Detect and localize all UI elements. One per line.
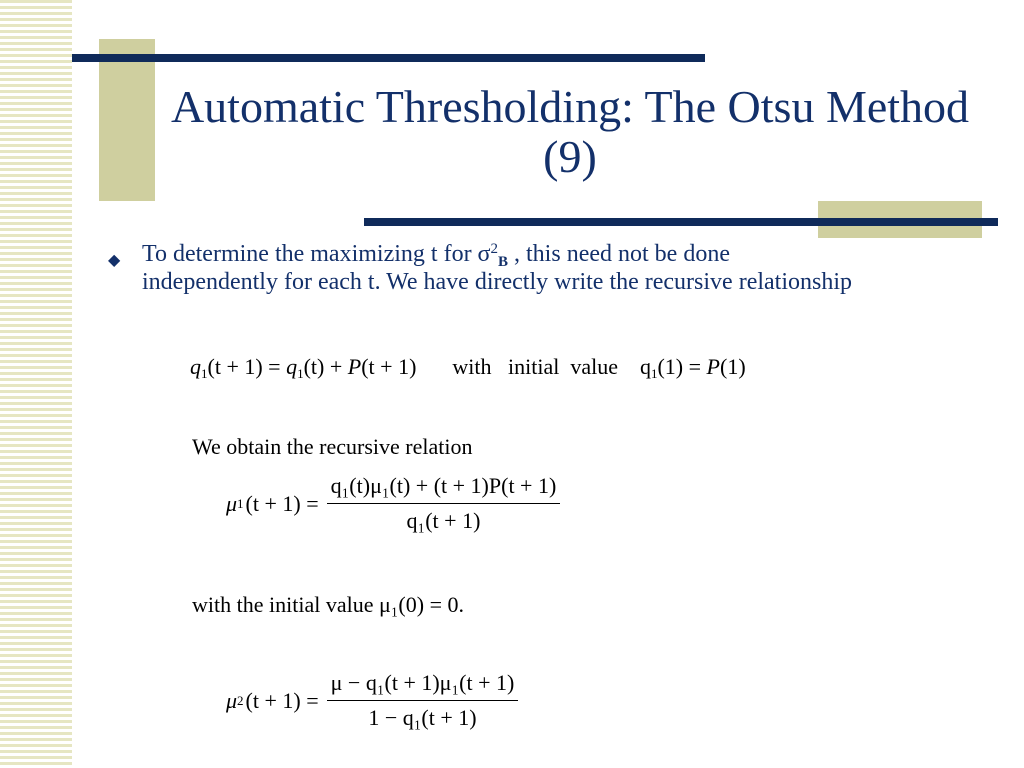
equation-q-recursion: q1(t + 1) = q1(t) + P(t + 1) with initial value q1(1) = P(1) (190, 354, 746, 381)
fraction-numerator: q₁(t)μ₁(t) + (t + 1)P(t + 1) (327, 473, 561, 504)
title-rule-top (72, 54, 705, 62)
bullet-suffix: , this need not be done independently for each t. We have directly write the recursive relationship (142, 241, 853, 295)
sigma-superscript: 2 (490, 241, 498, 257)
equation-mu1-recursion: μ 1 (t + 1) = $\frac{\text{q₁(t)μ₁(t) + (t + 1)P(t + 1)}}{\text{q₁(t + 1)}}$ (226, 473, 560, 534)
bullet-prefix: To determine the maximizing t for σ (142, 241, 491, 267)
title-rule-bottom (364, 218, 998, 226)
decorative-block-top (99, 39, 155, 201)
decorative-stripes (0, 0, 72, 768)
sigma-subscript: B (498, 254, 509, 270)
equation-words: with initial value (452, 354, 618, 379)
fraction-mu2 (327, 670, 519, 731)
text-obtain: We obtain the recursive relation (192, 434, 473, 459)
fraction-denominator: 1 − q₁(t + 1) (368, 705, 477, 730)
fraction-denominator: q₁(t + 1) (406, 508, 481, 533)
fraction-numerator: μ − q₁(t + 1)μ₁(t + 1) (327, 670, 519, 701)
fraction-mu1 (327, 473, 561, 534)
slide-title: Automatic Thresholding: The Otsu Method (9) (170, 81, 970, 182)
bullet-diamond-icon: ◆ (108, 252, 121, 269)
text-initial-value: with the initial value μ₁(0) = 0. (192, 592, 464, 617)
initial-value-expression: μ₁(0) = 0. (378, 592, 464, 617)
bullet-text (142, 240, 862, 296)
equation-mu2: μ 2 (t + 1) = $\frac{\text{μ − q₁(t + 1)μ₁(t + 1)}}{\text{1 − q₁(t + 1)}}$ (226, 670, 518, 731)
